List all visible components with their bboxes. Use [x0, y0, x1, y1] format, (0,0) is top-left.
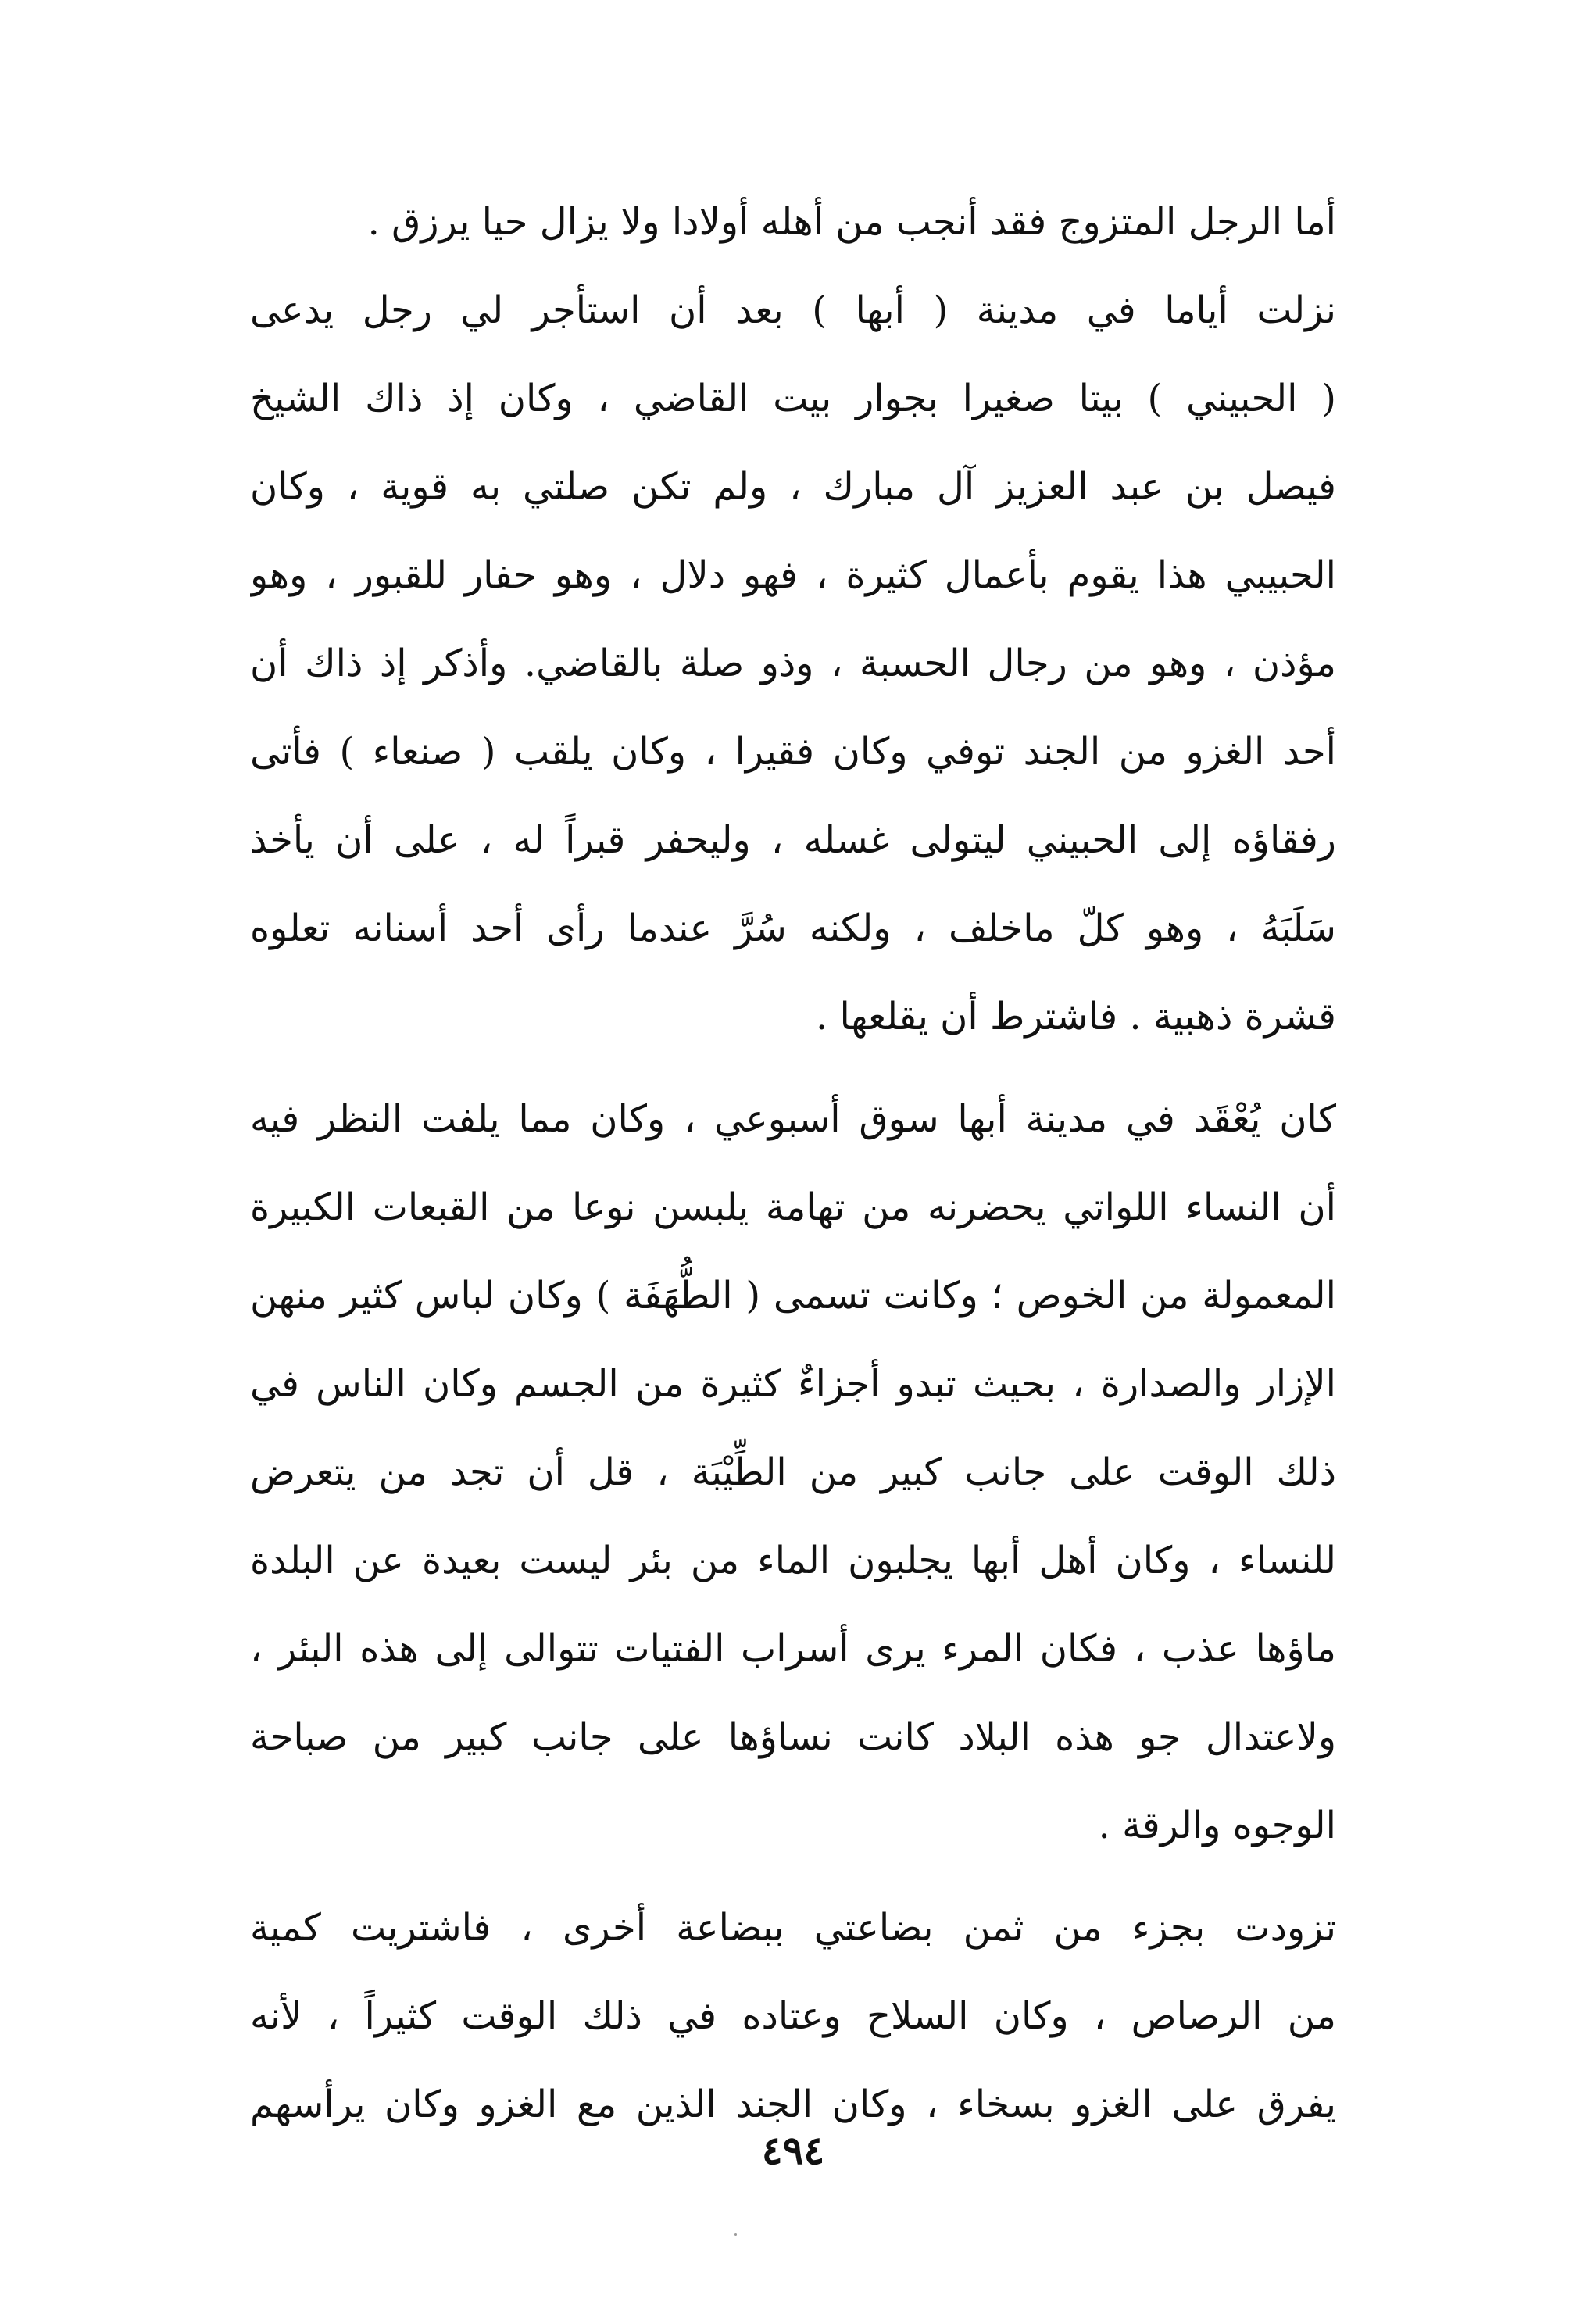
text-line: سَلَبَهُ ، وهو كلّ ماخلف ، ولكنه سُرَّ عندما رأى أحد أسنانه تعلوه: [250, 906, 1336, 950]
text-line: الإزار والصدارة ، بحيث تبدو أجزاءٌ كثيرة من الجسم وكان الناس في: [250, 1362, 1336, 1406]
text-line: كان يُعْقَد في مدينة أبها سوق أسبوعي ، وكان مما يلفت النظر فيه: [250, 1097, 1336, 1141]
text-line: مؤذن ، وهو من رجال الحسبة ، وذو صلة بالقاضي. وأذكر إذ ذاك أن: [250, 642, 1336, 685]
text-line: أحد الغزو من الجند توفي وكان فقيرا ، وكان يلقب ( صنعاء ) فأتى: [250, 730, 1336, 774]
text-line: للنساء ، وكان أهل أبها يجلبون الماء من بئر ليست بعيدة عن البلدة: [250, 1539, 1336, 1582]
text-line: يفرق على الغزو بسخاء ، وكان الجند الذين مع الغزو وكان يرأسهم: [250, 2083, 1336, 2126]
text-line: ماؤها عذب ، فكان المرء يرى أسراب الفتيات تتوالى إلى هذه البئر ،: [250, 1627, 1336, 1671]
text-line: ذلك الوقت على جانب كبير من الطِّيْبَة ، قل أن تجد من يتعرض: [250, 1450, 1336, 1494]
text-line: المعمولة من الخوص ؛ وكانت تسمى ( الطُّهَفَة ) وكان لباس كثير منهن: [250, 1274, 1336, 1318]
text-line: رفقاؤه إلى الحبيني ليتولى غسله ، وليحفر قبراً له ، على أن يأخذ: [250, 818, 1336, 862]
text-line: ولاعتدال جو هذه البلاد كانت نساؤها على جانب كبير من صباحة: [250, 1715, 1336, 1759]
text-line: ( الحبيني ) بيتا صغيرا بجوار بيت القاضي ، وكان إذ ذاك الشيخ: [250, 377, 1336, 420]
scan-speck: [734, 2233, 737, 2236]
text-line: فيصل بن عبد العزيز آل مبارك ، ولم تكن صلتي به قوية ، وكان: [250, 465, 1336, 509]
paragraph-gap: [250, 1870, 1336, 1884]
text-line: أن النساء اللواتي يحضرنه من تهامة يلبسن نوعا من القبعات الكبيرة: [250, 1185, 1336, 1229]
text-line: من الرصاص ، وكان السلاح وعتاده في ذلك الوقت كثيراً ، لأنه: [250, 1994, 1336, 2038]
text-line: قشرة ذهبية . فاشترط أن يقلعها .: [815, 995, 1336, 1039]
paragraph-gap: [250, 1061, 1336, 1075]
page-body-text: [250, 178, 1336, 2149]
text-line: الحبيبي هذا يقوم بأعمال كثيرة ، فهو دلال ، وهو حفار للقبور ، وهو: [250, 553, 1336, 597]
page-number: ٤٩٤: [761, 2127, 825, 2173]
text-line: أما الرجل المتزوج فقد أنجب من أهله أولادا ولا يزال حيا يرزق .: [367, 200, 1336, 244]
text-line: تزودت بجزء من ثمن بضاعتي ببضاعة أخرى ، فاشتريت كمية: [250, 1906, 1336, 1950]
text-line: نزلت أياما في مدينة ( أبها ) بعد أن استأجر لي رجل يدعى: [250, 288, 1336, 332]
text-line: الوجوه والرقة .: [1098, 1804, 1336, 1847]
